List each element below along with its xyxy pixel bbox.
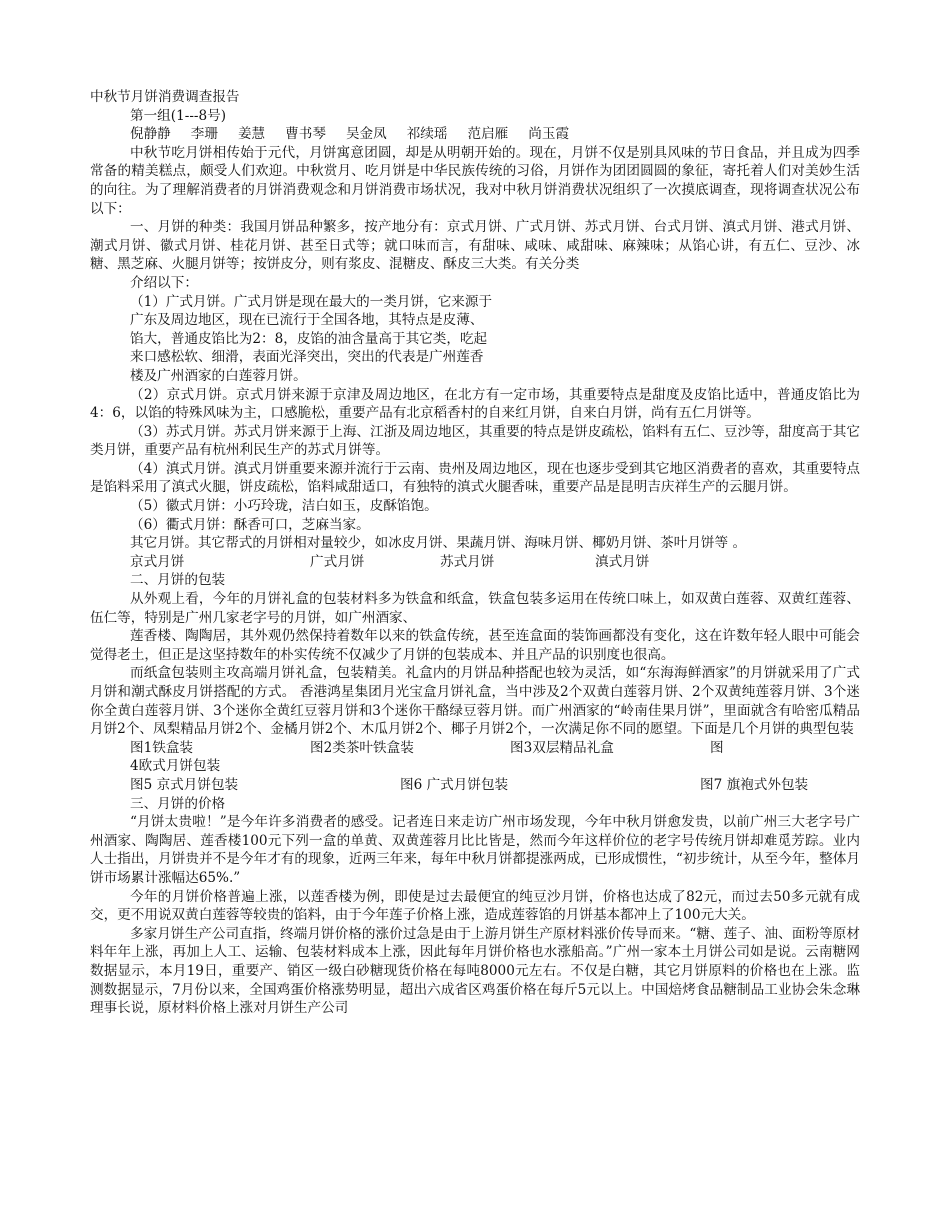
section-3-heading: 三、月饼的价格 <box>130 795 226 812</box>
caption: 滇式月饼 <box>595 553 650 570</box>
price-paragraph-1: “月饼太贵啦！”是今年许多消费者的感受。记者连日来走访广州市场发现，今年中秋月饼愈发贵，以前广州三大老字号广州酒家、陶陶居、莲香楼100元下列一盒的单黄、双黄莲蓉月比比皆是，然而今年这样价位的老字号传统月饼却难觅芳踪。业内人士指出，月饼贵并不是今年才有的现象，近两三年来，每年中秋月饼都提涨两成，已形成惯性，“初步统计，从至今年，整体月饼市场累计涨幅达65%.” <box>90 814 860 886</box>
packaging-paragraph-2: 莲香楼、陶陶居，其外观仍然保持着数年以来的铁盒传统，甚至连盒面的装饰画都没有变化，这在许数年轻人眼中可能会觉得老土，但正是这坚持数年的朴实传统不仅减少了月饼的包装成本、并且产品的识别度也很高。 <box>90 628 860 663</box>
figure-caption: 4欧式月饼包装 <box>130 758 221 775</box>
group-label: 第一组(1---8号) <box>130 107 227 124</box>
beijing-mooncake-paragraph: （2）京式月饼。京式月饼来源于京津及周边地区，在北方有一定市场，其重要特点是甜度及皮馅比适中，普通皮馅比为4：6，以馅的特殊风味为主，口感脆松，重要产品有北京稻香村的自来红月饼，自来白月饼，尚有五仁月饼等。 <box>90 386 860 422</box>
price-paragraph-3: 多家月饼生产公司直指，终端月饼价格的涨价过急是由于上游月饼生产原材料涨价传导而来。“糖、莲子、油、面粉等原材料年年上涨，再加上人工、运输、包装材料成本上涨，因此每年月饼价格也水涨船高。”广州一家本土月饼公司如是说。云南糖网数据显示，本月19日，重要产、销区一级白砂糖现货价格在每吨8000元左右。不仅是白糖，其它月饼原料的价格也在上涨。监测数据显示，7月份以来，全国鸡蛋价格涨势明显，超出六成省区鸡蛋价格在每斤5元以上。中国焙烤食品糖制品工业协会朱念琳理事长说，原材料价格上涨对月饼生产公司 <box>90 925 860 1017</box>
section-2-heading: 二、月饼的包装 <box>130 572 226 589</box>
member-name: 倪静静 <box>130 126 171 143</box>
caption: 苏式月饼 <box>440 553 495 570</box>
figure-caption: 图5 京式月饼包装 <box>130 776 239 793</box>
figure-captions-row-2 <box>90 776 860 795</box>
intro-paragraph: 中秋节吃月饼相传始于元代，月饼寓意团圆，却是从明朝开始的。现在，月饼不仅是别具风味的节日食品，并且成为四季常备的精美糕点，颇受人们欢迎。中秋赏月、吃月饼是中华民族传统的习俗，月饼作为团团圆圆的象征，寄托着人们对美妙生活的向往。为了理解消费者的月饼消费观念和月饼消费市场状况，我对中秋月饼消费状况组织了一次摸底调查，现将调查状况公布以下： <box>90 144 860 217</box>
figure-captions-row-1 <box>90 739 860 758</box>
member-name: 李珊 <box>190 126 218 143</box>
figure-caption: 图1铁盒装 <box>130 739 194 756</box>
text-line: 广东及周边地区，现在已流行于全国各地，其特点是皮薄、 <box>130 312 484 329</box>
caption: 京式月饼 <box>130 553 185 570</box>
document-title: 中秋节月饼消费调查报告 <box>90 89 240 105</box>
price-paragraph-2: 今年的月饼价格普遍上涨，以莲香楼为例，即使是过去最便宜的纯豆沙月饼，价格也达成了82元，而过去50多元就有成交，更不用说双黄白莲蓉等较贵的馅料，由于今年莲子价格上涨，造成莲蓉馅的月饼基本都冲上了100元大关。 <box>90 888 860 924</box>
figure-caption: 图3双层精品礼盒 <box>510 739 614 756</box>
hui-mooncake-paragraph: （5）徽式月饼：小巧玲珑，洁白如玉，皮酥馅饱。 <box>130 498 438 515</box>
caption: 广式月饼 <box>310 553 365 570</box>
text-line: 楼及广州酒家的白莲蓉月饼。 <box>130 367 307 384</box>
member-name: 范启雁 <box>467 126 509 143</box>
member-name: 曹书琴 <box>285 126 326 143</box>
yunnan-mooncake-paragraph: （4）滇式月饼。滇式月饼重要来源并流行于云南、贵州及周边地区，现在也逐步受到其它地区消费者的喜欢，其重要特点是馅料采用了滇式火腿，饼皮疏松，馅料咸甜适口，有独特的滇式火腿香味，重要产品是昆明吉庆祥生产的云腿月饼。 <box>90 460 860 496</box>
member-list <box>90 125 860 144</box>
member-name: 吴金凤 <box>345 126 387 143</box>
figure-caption: 图2类茶叶铁盒装 <box>310 739 414 756</box>
section-1-paragraph: 一、月饼的种类：我国月饼品种繁多，按产地分有：京式月饼、广式月饼、苏式月饼、台式月饼、滇式月饼、港式月饼、潮式月饼、徽式月饼、桂花月饼、甚至日式等；就口味而言，有甜味、咸味、咸甜味、麻辣味；从馅心讲，有五仁、豆沙、冰糖、黑芝麻、火腿月饼等；按饼皮分，则有浆皮、混糖皮、酥皮三大类。有关分类 <box>90 219 860 273</box>
text-line: 来口感松软、细滑，表面光泽突出，突出的代表是广州莲香 <box>130 349 484 366</box>
packaging-paragraph-1: 从外观上看，今年的月饼礼盒的包装材料多为铁盒和纸盒，铁盒包装多运用在传统口味上，如双黄白莲蓉、双黄红莲蓉、伍仁等，特别是广州几家老字号的月饼，如广州酒家、 <box>90 591 860 626</box>
member-name: 祁续瑶 <box>406 126 448 143</box>
document-page <box>90 88 860 1018</box>
figure-caption: 图 <box>710 739 724 756</box>
cantonese-mooncake-block <box>90 293 860 386</box>
intro-list-label: 介绍以下： <box>130 274 198 291</box>
figure-caption: 图6 广式月饼包装 <box>400 776 509 793</box>
qu-mooncake-paragraph: （6）衢式月饼：酥香可口，芝麻当家。 <box>130 516 370 533</box>
member-name: 姜慧 <box>237 126 266 143</box>
text-line: 馅大，普通皮馅比为2：8，皮馅的油含量高于其它类，吃起 <box>130 330 488 347</box>
packaging-paragraph-3: 而纸盒包装则主攻高端月饼礼盒，包装精美。礼盒内的月饼品种搭配也较为灵活，如“东海海鲜酒家”的月饼就采用了广式月饼和潮式酥皮月饼搭配的方式。 香港鸿星集团月光宝盒月饼礼盒，当中涉及2个双黄白莲蓉月饼、2个双黄纯莲蓉月饼、3个迷你全黄白莲蓉月饼、3个迷你全黄红豆蓉月饼和3个迷你干酪绿豆蓉月饼。而广州酒家的“岭南佳果月饼”，里面就含有哈密瓜精品月饼2个、凤梨精品月饼2个、金橘月饼2个、木瓜月饼2个、椰子月饼2个，一次满足你不同的愿望。下面是几个月饼的典型包装 <box>90 665 860 738</box>
other-mooncake-paragraph: 其它月饼。其它帮式的月饼相对量较少，如冰皮月饼、果蔬月饼、海味月饼、椰奶月饼、茶叶月饼等 。 <box>130 535 747 552</box>
member-name: 尚玉霞 <box>528 126 570 143</box>
suzhou-mooncake-paragraph: （3）苏式月饼。苏式月饼来源于上海、江浙及周边地区，其重要的特点是饼皮疏松，馅料有五仁、豆沙等，甜度高于其它类月饼，重要产品有杭州利民生产的苏式月饼等。 <box>90 423 860 459</box>
text-line: （1）广式月饼。广式月饼是现在最大的一类月饼，它来源于 <box>130 293 493 310</box>
figure-caption: 图7 旗袍式外包装 <box>700 776 809 793</box>
mooncake-type-captions <box>90 553 860 572</box>
